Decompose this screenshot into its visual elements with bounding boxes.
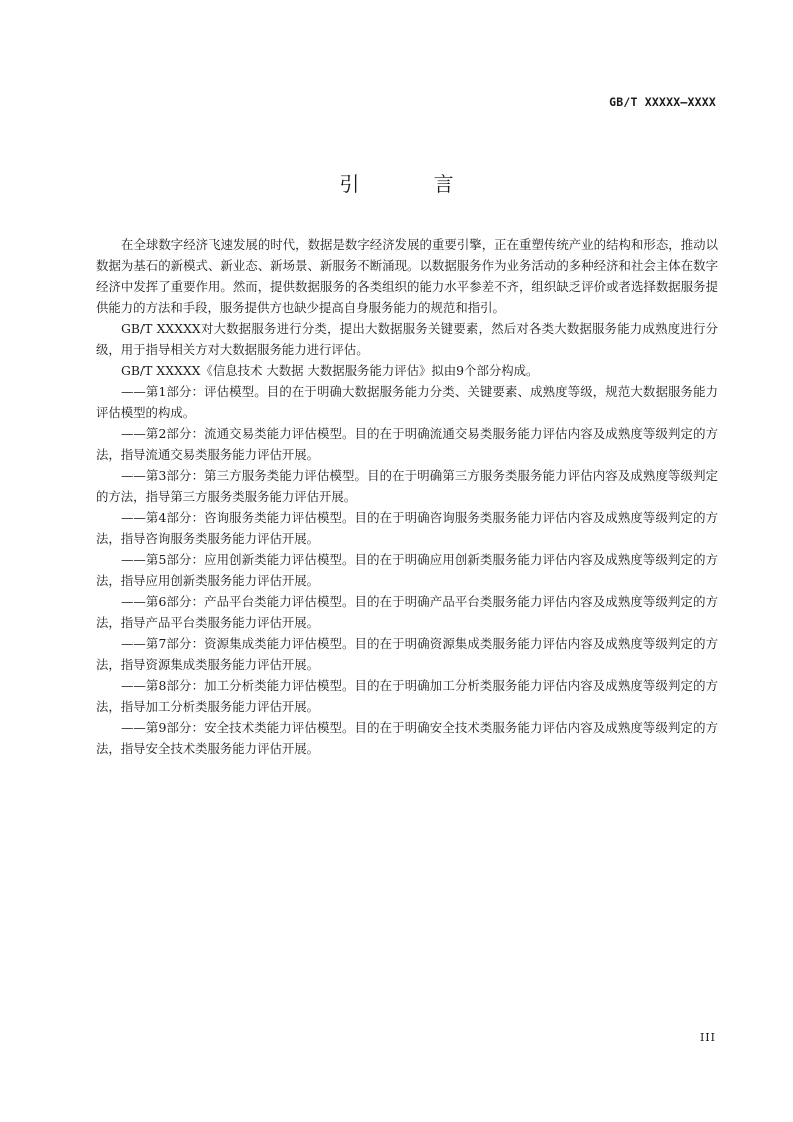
- list-item-part-7: ——第7部分：资源集成类能力评估模型。目的在于明确资源集成类服务能力评估内容及成熟度等级判定的方法，指导资源集成类服务能力评估开展。: [96, 636, 718, 672]
- paragraph-structure: GB/T XXXXX《信息技术 大数据 大数据服务能力评估》拟由9个部分构成。: [121, 363, 539, 378]
- paragraph-intro: 在全球数字经济飞速发展的时代，数据是数字经济发展的重要引擎，正在重塑传统产业的结构和形态，推动以数据为基石的新模式、新业态、新场景、新服务不断涌现。以数据服务作为业务活动的多种经济和社会主体在数字经济中发挥了重要作用。然而，提供数据服务的各类组织的能力水平参差不齐，组织缺乏评价或者选择数据服务提供能力的方法和手段，服务提供方也缺少提高自身服务能力的规范和指引。: [96, 237, 718, 315]
- page-number: III: [699, 1031, 716, 1044]
- list-item-part-4: ——第4部分：咨询服务类能力评估模型。目的在于明确咨询服务类服务能力评估内容及成熟度等级判定的方法，指导咨询服务类服务能力评估开展。: [96, 510, 718, 546]
- list-item-part-1: ——第1部分：评估模型。目的在于明确大数据服务能力分类、关键要素、成熟度等级，规范大数据服务能力评估模型的构成。: [96, 384, 718, 420]
- list-item-part-9: ——第9部分：安全技术类能力评估模型。目的在于明确安全技术类服务能力评估内容及成熟度等级判定的方法，指导安全技术类服务能力评估开展。: [96, 720, 718, 756]
- list-item-part-6: ——第6部分：产品平台类能力评估模型。目的在于明确产品平台类服务能力评估内容及成熟度等级判定的方法，指导产品平台类服务能力评估开展。: [96, 594, 718, 630]
- list-item-part-3: ——第3部分：第三方服务类能力评估模型。目的在于明确第三方服务类服务能力评估内容及成熟度等级判定的方法，指导第三方服务类服务能力评估开展。: [96, 468, 718, 504]
- list-item-part-8: ——第8部分：加工分析类能力评估模型。目的在于明确加工分析类服务能力评估内容及成熟度等级判定的方法，指导加工分析类服务能力评估开展。: [96, 678, 718, 714]
- document-code: GB/T XXXXX—XXXX: [609, 95, 716, 109]
- list-item-part-2: ——第2部分：流通交易类能力评估模型。目的在于明确流通交易类服务能力评估内容及成熟度等级判定的方法，指导流通交易类服务能力评估开展。: [96, 426, 718, 462]
- list-item-part-5: ——第5部分：应用创新类能力评估模型。目的在于明确应用创新类服务能力评估内容及成熟度等级判定的方法，指导应用创新类服务能力评估开展。: [96, 552, 718, 588]
- page-title: 引 言: [339, 172, 488, 196]
- body-text: [96, 234, 718, 759]
- paragraph-scope: GB/T XXXXX对大数据服务进行分类，提出大数据服务关键要素，然后对各类大数据服务能力成熟度进行分级，用于指导相关方对大数据服务能力进行评估。: [96, 321, 718, 357]
